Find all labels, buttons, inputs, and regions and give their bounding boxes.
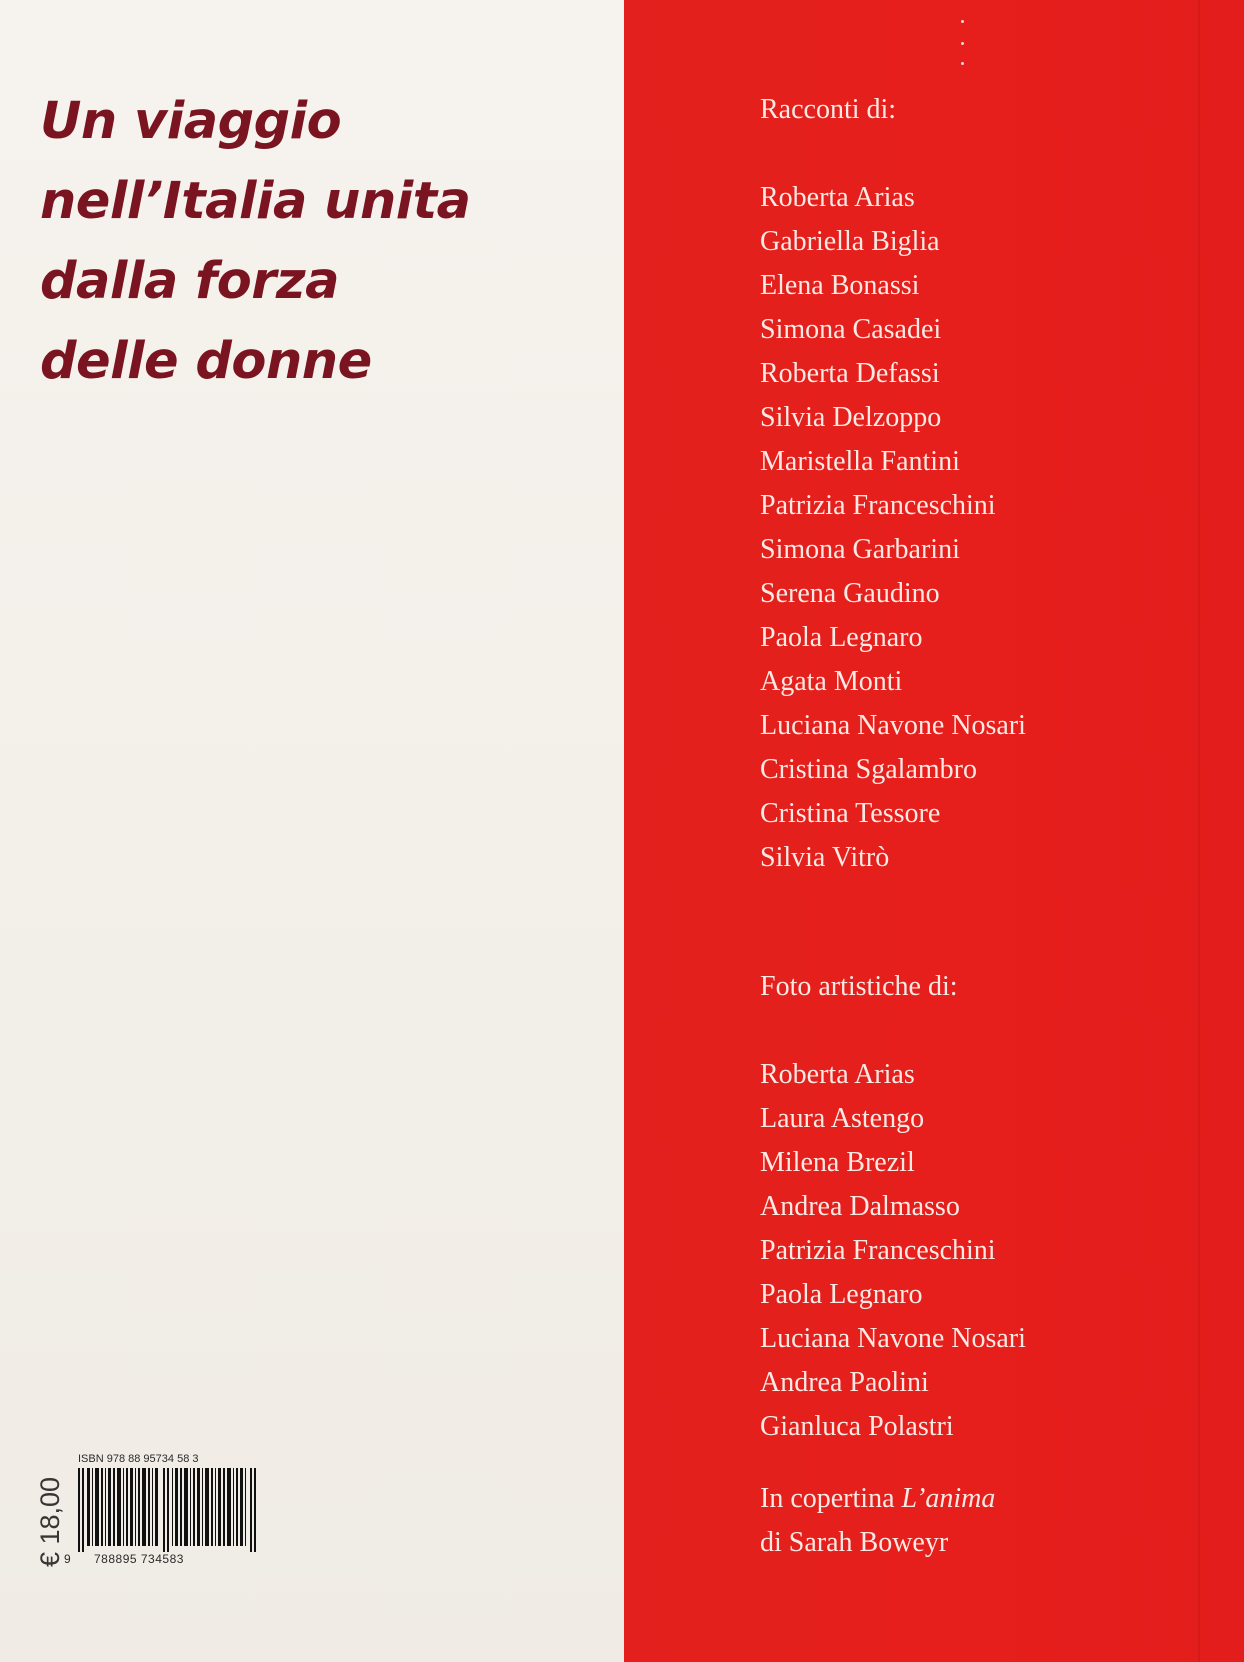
headline-line: nell’Italia unita bbox=[40, 172, 471, 231]
photographer-name: Paola Legnaro bbox=[760, 1279, 923, 1310]
author-name: Luciana Navone Nosari bbox=[760, 710, 1026, 741]
barcode-digits: 788895 734583 bbox=[94, 1552, 184, 1566]
headline bbox=[40, 82, 471, 402]
credits-column bbox=[760, 88, 1230, 1565]
barcode-icon bbox=[78, 1468, 260, 1552]
photographer-name: Andrea Paolini bbox=[760, 1367, 929, 1398]
author-name: Silvia Delzoppo bbox=[760, 402, 942, 433]
price-label: € 18,00 bbox=[35, 1476, 65, 1568]
author-name: Gabriella Biglia bbox=[760, 226, 940, 257]
headline-line: delle donne bbox=[40, 332, 372, 391]
barcode-lead-digit: 9 bbox=[64, 1552, 71, 1566]
photographer-name: Laura Astengo bbox=[760, 1103, 925, 1134]
stories-title: Racconti di: bbox=[760, 94, 897, 125]
cover-artwork-title: L’anima bbox=[901, 1483, 996, 1514]
headline-line: Un viaggio bbox=[40, 92, 342, 151]
author-name: Agata Monti bbox=[760, 666, 903, 697]
photographer-name: Gianluca Polastri bbox=[760, 1411, 954, 1442]
author-name: Silvia Vitrò bbox=[760, 842, 890, 873]
barcode-block bbox=[28, 1452, 268, 1592]
isbn-label: ISBN 978 88 95734 58 3 bbox=[78, 1453, 199, 1465]
photographer-name: Roberta Arias bbox=[760, 1059, 915, 1090]
photographer-name: Andrea Dalmasso bbox=[760, 1191, 960, 1222]
cover-credit bbox=[760, 1477, 1230, 1521]
author-name: Maristella Fantini bbox=[760, 446, 960, 477]
author-name: Simona Garbarini bbox=[760, 534, 960, 565]
photo-author-list bbox=[760, 1053, 1230, 1449]
author-name: Cristina Tessore bbox=[760, 798, 941, 829]
headline-line: dalla forza bbox=[40, 252, 340, 311]
author-name: Patrizia Franceschini bbox=[760, 490, 996, 521]
print-speck bbox=[961, 42, 964, 45]
cover-artist: di Sarah Boweyr bbox=[760, 1527, 949, 1558]
print-speck bbox=[961, 62, 964, 65]
author-name: Cristina Sgalambro bbox=[760, 754, 977, 785]
author-name: Serena Gaudino bbox=[760, 578, 940, 609]
cover-credit-prefix: In copertina bbox=[760, 1483, 902, 1514]
author-name: Roberta Arias bbox=[760, 182, 915, 213]
author-name: Elena Bonassi bbox=[760, 270, 920, 301]
stories-author-list bbox=[760, 176, 1230, 880]
print-speck bbox=[961, 20, 964, 23]
photographer-name: Milena Brezil bbox=[760, 1147, 915, 1178]
photos-title: Foto artistiche di: bbox=[760, 971, 958, 1002]
author-name: Simona Casadei bbox=[760, 314, 942, 345]
photographer-name: Patrizia Franceschini bbox=[760, 1235, 996, 1266]
author-name: Paola Legnaro bbox=[760, 622, 923, 653]
photographer-name: Luciana Navone Nosari bbox=[760, 1323, 1026, 1354]
author-name: Roberta Defassi bbox=[760, 358, 940, 389]
